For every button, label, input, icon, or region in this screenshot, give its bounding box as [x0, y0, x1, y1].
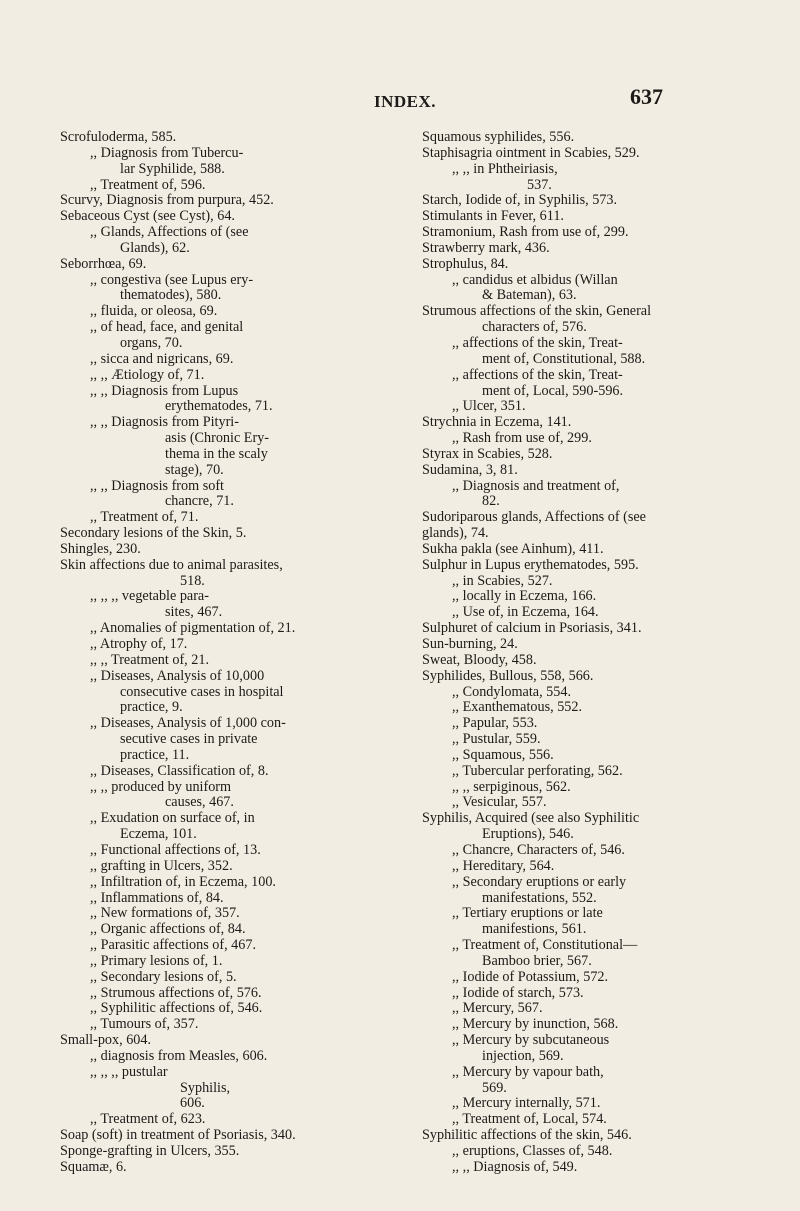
index-entry-line: ,, Diseases, Analysis of 1,000 con- — [90, 715, 286, 732]
index-entry-line: Squamous syphilides, 556. — [422, 129, 575, 145]
index-entry-line: ,, Strumous affections of, 576. — [90, 984, 262, 1001]
index-entry-line: ,, Papular, 553. — [452, 715, 538, 732]
index-entry-line: Shingles, 230. — [60, 540, 141, 557]
index-entry-line: 569. — [482, 1079, 507, 1096]
index-entry-line: Seborrhœa, 69. — [60, 255, 147, 272]
index-entry-line: ,, Mercury by subcutaneous — [452, 1032, 610, 1049]
index-entry-line: Skin affections due to animal parasites, — [60, 556, 283, 573]
index-entry-line: glands), 74. — [422, 525, 489, 542]
index-entry-line: ,, Use of, in Eczema, 164. — [452, 604, 599, 621]
index-entry-line: ment of, Constitutional, 588. — [482, 350, 646, 367]
index-entry-line: ,, ,, Diagnosis from Pityri- — [90, 414, 239, 431]
index-entry-line: ,, Secondary lesions of, 5. — [90, 968, 237, 985]
index-entry-line: Syphilis, — [180, 1079, 231, 1096]
index-entry-line: asis (Chronic Ery- — [165, 430, 270, 447]
index-entry-line: ,, Ulcer, 351. — [452, 398, 526, 415]
index-entry-line: ,, Infiltration of, in Eczema, 100. — [90, 873, 276, 890]
index-entry-line: ,, Pustular, 559. — [452, 731, 541, 748]
index-entry-line: Strawberry mark, 436. — [422, 239, 550, 256]
index-entry-line: ,, Tubercular perforating, 562. — [452, 762, 623, 779]
index-entry-line: ,, ,, in Phtheiriasis, — [452, 160, 558, 177]
index-entry-line: ,, Vesicular, 557. — [452, 794, 547, 811]
index-entry-line: ,, of head, face, and genital — [90, 319, 244, 336]
index-entry-line: Strophulus, 84. — [422, 255, 509, 272]
index-entry-line: ,, Treatment of, 596. — [90, 176, 206, 193]
index-entry-line: & Bateman), 63. — [482, 287, 577, 304]
index-entry-line: ,, Mercury, 567. — [452, 1000, 543, 1017]
index-entry-line: Glands), 62. — [120, 239, 190, 256]
index-entry-line: Soap (soft) in treatment of Psoriasis, 340. — [60, 1127, 296, 1144]
index-entry-line: erythematodes, 71. — [165, 398, 273, 415]
index-entry-line: Squamæ, 6. — [60, 1158, 127, 1175]
index-entry-line: ,, ,, Treatment of, 21. — [90, 651, 210, 668]
index-entry-line: injection, 569. — [482, 1047, 564, 1064]
index-entry-line: Bamboo brier, 567. — [482, 952, 592, 969]
index-entry-line: 82. — [482, 493, 500, 510]
index-entry-line: ,, congestiva (see Lupus ery- — [90, 271, 254, 288]
index-entry-line: Syphilitic affections of the skin, 546. — [422, 1127, 632, 1144]
index-entry-line: Small-pox, 604. — [60, 1032, 152, 1049]
index-entry-line: ,, Exanthematous, 552. — [452, 699, 583, 716]
index-entry-line: ,, Treatment of, 623. — [90, 1111, 206, 1128]
index-entry-line: ,, Squamous, 556. — [452, 746, 554, 763]
index-entry-line: characters of, 576. — [482, 319, 587, 336]
index-entry-line: causes, 467. — [165, 794, 234, 811]
index-entry-line: Secondary lesions of the Skin, 5. — [60, 525, 247, 542]
index-entry-line: ,, Inflammations of, 84. — [90, 889, 224, 906]
index-entry-line: ,, ,, Ætiology of, 71. — [90, 366, 205, 383]
index-entry-line: sites, 467. — [165, 604, 223, 621]
index-entry-line: ,, candidus et albidus (Willan — [452, 271, 618, 288]
index-entry-line: secutive cases in private — [120, 731, 258, 748]
index-entry-line: ,, affections of the skin, Treat- — [452, 334, 623, 351]
index-entry-line: ,, grafting in Ulcers, 352. — [90, 857, 233, 874]
index-entry-line: ,, Chancre, Characters of, 546. — [452, 841, 625, 858]
index-entry-line: ,, Diseases, Classification of, 8. — [90, 762, 269, 779]
index-entry-line: 537. — [527, 176, 552, 193]
index-entry-line: ment of, Local, 590-596. — [482, 382, 624, 399]
index-entry-line: ,, Exudation on surface of, in — [90, 810, 255, 827]
index-entry-line: practice, 11. — [120, 746, 190, 763]
index-entry-line: ,, Iodide of starch, 573. — [452, 984, 584, 1001]
index-entry-line: ,, Anomalies of pigmentation of, 21. — [90, 620, 296, 637]
index-entry-line: Eczema, 101. — [120, 826, 197, 843]
index-entry-line: stage), 70. — [165, 461, 224, 478]
index-entry-line: ,, Diseases, Analysis of 10,000 — [90, 667, 265, 684]
page-title: INDEX. — [374, 92, 437, 111]
index-entry-line: manifestions, 561. — [482, 921, 587, 938]
index-entry-line: Strumous affections of the skin, General — [422, 303, 652, 320]
index-entry-line: Scrofuloderma, 585. — [60, 129, 177, 145]
index-entry-line: Scurvy, Diagnosis from purpura, 452. — [60, 192, 274, 209]
index-entry-line: ,, Parasitic affections of, 467. — [90, 937, 257, 954]
index-entry-line: ,, locally in Eczema, 166. — [452, 588, 597, 605]
index-entry-line: manifestations, 552. — [482, 889, 597, 906]
index-entry-line: Sudoriparous glands, Affections of (see — [422, 509, 646, 526]
index-entry-line: ,, Tumours of, 357. — [90, 1016, 199, 1033]
index-entry-line: ,, Treatment of, Local, 574. — [452, 1111, 607, 1128]
index-entry-line: ,, Primary lesions of, 1. — [90, 952, 223, 969]
index-entry-line: Starch, Iodide of, in Syphilis, 573. — [422, 192, 618, 209]
index-entry-line: ,, Diagnosis from Tubercu- — [90, 144, 244, 161]
index-entry-line: ,, Iodide of Potassium, 572. — [452, 968, 609, 985]
index-entry-line: Sulphuret of calcium in Psoriasis, 341. — [422, 620, 642, 637]
index-entry-line: consecutive cases in hospital — [120, 683, 284, 700]
index-entry-line: ,, ,, Diagnosis from Lupus — [90, 382, 239, 399]
index-entry-line: ,, Diagnosis and treatment of, — [452, 477, 620, 494]
index-entry-line: ,, Mercury by inunction, 568. — [452, 1016, 619, 1033]
index-entry-line: ,, Functional affections of, 13. — [90, 841, 261, 858]
index-entry-line: ,, ,, serpiginous, 562. — [452, 778, 571, 795]
index-entry-line: ,, ,, ,, pustular — [90, 1063, 168, 1080]
index-entry-line: Sukha pakla (see Ainhum), 411. — [422, 540, 604, 557]
index-entry-line: 518. — [180, 572, 205, 589]
index-entry-line: Sebaceous Cyst (see Cyst), 64. — [60, 208, 235, 225]
index-entry-line: thematodes), 580. — [120, 287, 222, 304]
index-entry-line: thema in the scaly — [165, 445, 268, 462]
index-entry-line: organs, 70. — [120, 334, 183, 351]
index-entry-line: ,, Organic affections of, 84. — [90, 921, 246, 938]
index-entry-line: ,, affections of the skin, Treat- — [452, 366, 623, 383]
index-entry-line: ,, Hereditary, 564. — [452, 857, 555, 874]
index-entry-line: ,, ,, ,, vegetable para- — [90, 588, 209, 605]
index-entry-line: Styrax in Scabies, 528. — [422, 445, 553, 462]
index-entry-line: ,, Condylomata, 554. — [452, 683, 572, 700]
page-header — [0, 66, 800, 111]
index-entry-line: Sun-burning, 24. — [422, 636, 518, 652]
index-entry-line: ,, Glands, Affections of (see — [90, 224, 249, 241]
index-entry-line: 606. — [180, 1095, 205, 1112]
index-entry-line: Syphilides, Bullous, 558, 566. — [422, 667, 594, 684]
page-number: 637 — [630, 84, 663, 109]
index-entry-line: lar Syphilide, 588. — [120, 160, 225, 177]
index-entry-line: ,, ,, Diagnosis of, 549. — [452, 1158, 578, 1175]
index-entry-line: Strychnia in Eczema, 141. — [422, 414, 572, 431]
index-entry-line: Sweat, Bloody, 458. — [422, 651, 537, 668]
index-entry-line: ,, Mercury by vapour bath, — [452, 1063, 604, 1080]
index-entry-line: ,, ,, produced by uniform — [90, 778, 232, 795]
index-entry-line: ,, eruptions, Classes of, 548. — [452, 1143, 613, 1159]
index-entry-line: ,, diagnosis from Measles, 606. — [90, 1047, 268, 1064]
index-entry-line: ,, Atrophy of, 17. — [90, 636, 188, 652]
index-entry-line: ,, Secondary eruptions or early — [452, 873, 627, 890]
index-entry-line: ,, Mercury internally, 571. — [452, 1095, 601, 1112]
index-entry-line: ,, in Scabies, 527. — [452, 572, 553, 589]
index-entry-line: Syphilis, Acquired (see also Syphilitic — [422, 810, 640, 827]
index-column-left — [60, 130, 380, 1176]
index-entry-line: Eruptions), 546. — [482, 826, 574, 843]
index-entry-line: chancre, 71. — [165, 493, 234, 510]
index-entry-line: Stramonium, Rash from use of, 299. — [422, 224, 629, 241]
index-entry-line: ,, fluida, or oleosa, 69. — [90, 303, 218, 320]
index-entry-line: ,, ,, Diagnosis from soft — [90, 477, 224, 494]
index-entry-line: ,, New formations of, 357. — [90, 905, 240, 922]
index-entry-line: ,, Syphilitic affections of, 546. — [90, 1000, 263, 1017]
index-entry-line: ,, Rash from use of, 299. — [452, 430, 592, 447]
index-entry-line: Sudamina, 3, 81. — [422, 461, 518, 478]
index-entry-line: ,, sicca and nigricans, 69. — [90, 350, 234, 367]
index-entry-line: Staphisagria ointment in Scabies, 529. — [422, 144, 640, 161]
index-entry-line: ,, Treatment of, 71. — [90, 509, 199, 526]
index-entry-line: practice, 9. — [120, 699, 183, 716]
index-column-right — [422, 130, 752, 1176]
index-entry-line: Sponge-grafting in Ulcers, 355. — [60, 1143, 240, 1159]
index-entry-line: Stimulants in Fever, 611. — [422, 208, 564, 225]
index-entry-line: ,, Tertiary eruptions or late — [452, 905, 603, 922]
index-entry-line: ,, Treatment of, Constitutional— — [452, 937, 638, 954]
index-entry-line: Sulphur in Lupus erythematodes, 595. — [422, 556, 639, 573]
